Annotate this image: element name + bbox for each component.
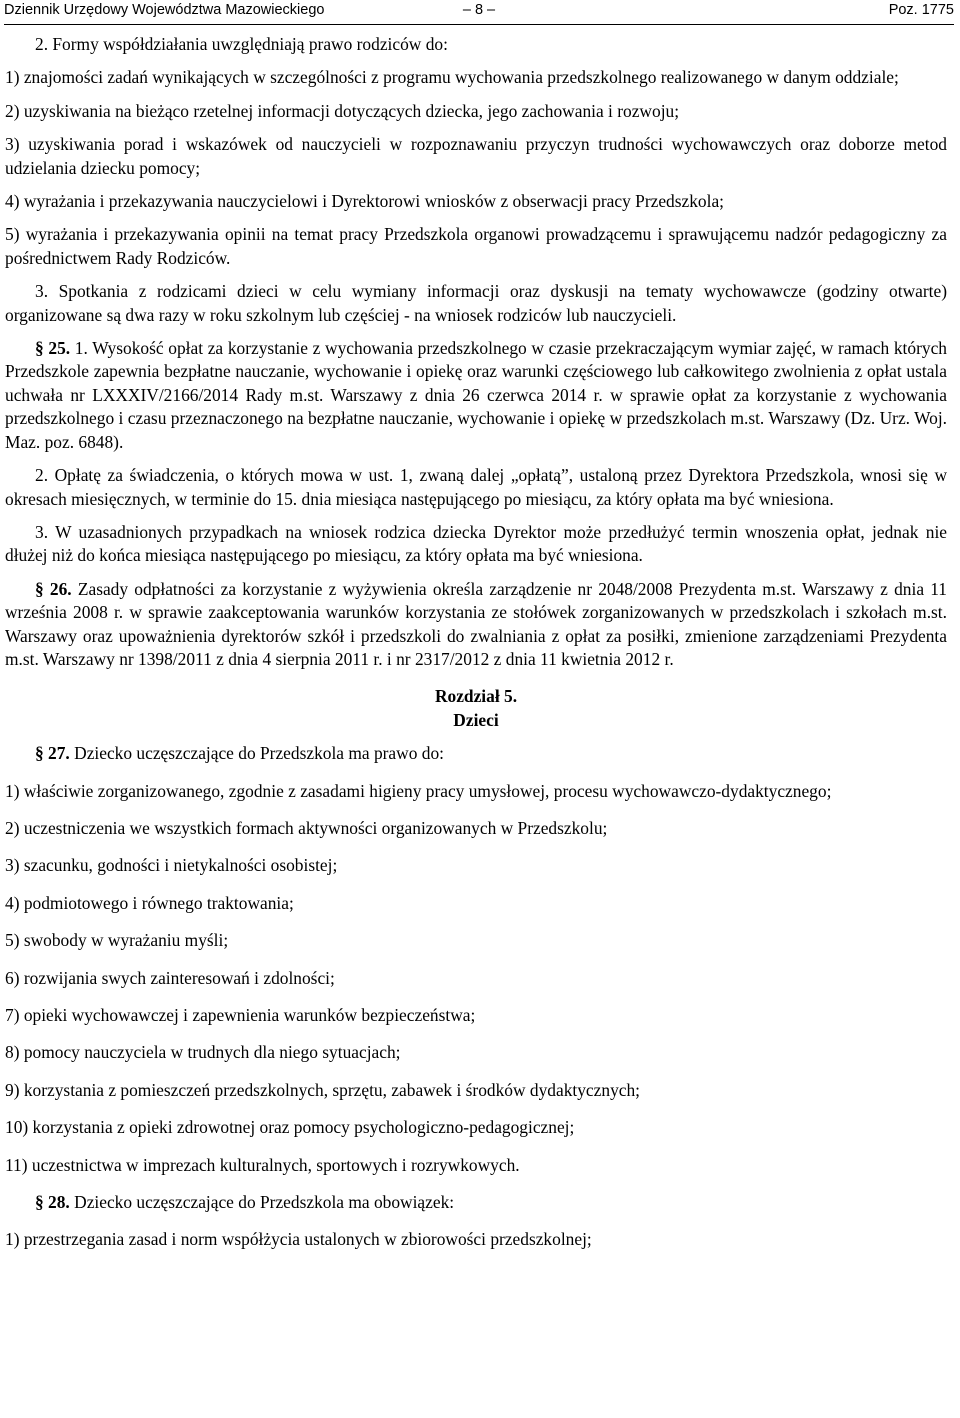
paragraph-3-extension: 3. W uzasadnionych przypadkach na wniosek rodzica dziecka Dyrektor może przedłużyć termin wnoszenia opłat, jednak nie dłużej niż do końca miesiąca następującego po miesiącu, za który opłata ma być wniesiona. bbox=[5, 521, 947, 566]
list-item: 1) znajomości zadań wynikających w szczególności z programu wychowania przedszkolnego realizowanego w danym oddziale; bbox=[5, 67, 899, 88]
list-item: 5) wyrażania i przekazywania opinii na temat pracy Przedszkola organowi prowadzącemu i sprawującemu nadzór pedagogiczny za pośrednictwem Rady Rodziców. bbox=[5, 224, 947, 268]
list-item: 3) szacunku, godności i nietykalności osobistej; bbox=[5, 855, 338, 876]
list-item: 9) korzystania z pomieszczeń przedszkolnych, sprzętu, zabawek i środków dydaktycznych; bbox=[5, 1079, 641, 1100]
duties-list bbox=[5, 1228, 947, 1251]
journal-title: Dziennik Urzędowy Województwa Mazowieckiego bbox=[4, 2, 325, 18]
paragraph-3-meetings: 3. Spotkania z rodzicami dzieci w celu wymiany informacji oraz dyskusji na tematy wychowawcze (godziny otwarte) organizowane są dwa razy w roku szkolnym lub częściej - na wniosek rodziców lub nauczycieli. bbox=[5, 281, 947, 325]
chapter-title: Dzieci bbox=[453, 709, 499, 730]
page-number: – 8 – bbox=[462, 2, 496, 18]
list-item: 7) opieki wychowawczej i zapewnienia warunków bezpieczeństwa; bbox=[5, 1005, 476, 1025]
rights-list bbox=[5, 780, 947, 1177]
section-28 bbox=[5, 1191, 947, 1214]
page-header bbox=[4, 0, 954, 25]
list-item: 4) wyrażania i przekazywania nauczycielowi i Dyrektorowi wniosków z obserwacji pracy Przedszkola; bbox=[5, 191, 725, 212]
list-item: 4) podmiotowego i równego traktowania; bbox=[5, 892, 294, 913]
section-26 bbox=[5, 578, 947, 672]
list-item: 2) uczestniczenia we wszystkich formach aktywności organizowanych w Przedszkolu; bbox=[5, 817, 608, 838]
section-number: § 25. bbox=[35, 338, 71, 359]
list-item: 2) uzyskiwania na bieżąco rzetelnej informacji dotyczących dziecka, jego zachowania i rozwoju; bbox=[5, 100, 680, 121]
document-body bbox=[5, 33, 947, 1252]
list-item: 6) rozwijania swych zainteresowań i zdolności; bbox=[5, 967, 335, 988]
section-text: 1. Wysokość opłat za korzystanie z wychowania przedszkolnego w czasie przekraczającym wymiar zajęć, w ramach których Przedszkole zapewnia bezpłatne nauczanie, wychowanie i opiekę oraz warunki częściowego lub całkowitego zwolnienia z opłat ustala uchwała nr LXXXIV/2166/2014 Rady m.st. Warszawy z dnia 26 czerwca 2014 r. w sprawie opłat za korzystanie z wychowania przedszkolnego i czasu przeznaczonego na bezpłatne nauczanie, wychowanie i opiekę w przedszkolach m.st. Warszawy (Dz. Urz. Woj. Maz. poz. 6848). bbox=[5, 338, 947, 452]
list-item: 11) uczestnictwa w imprezach kulturalnych, sportowych i rozrywkowych. bbox=[5, 1154, 520, 1175]
position-number: Poz. 1775 bbox=[888, 2, 954, 18]
list-item: 10) korzystania z opieki zdrowotnej oraz pomocy psychologiczno-pedagogicznej; bbox=[5, 1117, 575, 1138]
paragraph-2-fees: 2. Opłatę za świadczenia, o których mowa w ust. 1, zwaną dalej „opłatą”, ustaloną przez Dyrektora Przedszkola, wnosi się w okresach miesięcznych, w terminie do 15. dnia miesiąca następującego po miesiącu, za który opłata ma być wniesiona. bbox=[5, 465, 947, 509]
section-number: § 28. bbox=[35, 1192, 70, 1213]
section-number: § 26. bbox=[35, 578, 72, 599]
section-text: Zasady odpłatności za korzystanie z wyżywienia określa zarządzenie nr 2048/2008 Prezydenta m.st. Warszawy z dnia 11 września 2008 r. w sprawie zaakceptowania warunków korzystania ze stołówek zorganizowanych w przedszkolach i szkołach m.st. Warszawy oraz upoważnienia dyrektorów szkół i przedszkoli do zwalniania z opłat za posiłki, zmienione zarządzeniami Prezydenta m.st. Warszawy nr 1398/2011 z dnia 4 sierpnia 2011 r. i nr 2317/2012 z dnia 11 kwietnia 2012 r. bbox=[5, 578, 947, 669]
section-27 bbox=[5, 742, 947, 765]
list-item: 1) przestrzegania zasad i norm współżycia ustalonych w zbiorowości przedszkolnej; bbox=[5, 1229, 592, 1250]
list-item: 8) pomocy nauczyciela w trudnych dla niego sytuacjach; bbox=[5, 1042, 401, 1063]
paragraph-2-forms: 2. Formy współdziałania uwzględniają prawo rodziców do: bbox=[35, 34, 448, 54]
list-item: 5) swobody w wyrażaniu myśli; bbox=[5, 930, 229, 951]
list-item: 1) właściwie zorganizowanego, zgodnie z zasadami higieny pracy umysłowej, procesu wychowawczo-dydaktycznego; bbox=[5, 780, 832, 801]
chapter-number: Rozdział 5. bbox=[434, 686, 518, 707]
section-text: Dziecko uczęszczające do Przedszkola ma obowiązek: bbox=[69, 1192, 455, 1213]
section-25 bbox=[5, 337, 947, 454]
section-number: § 27. bbox=[35, 743, 70, 764]
list-item: 3) uzyskiwania porad i wskazówek od nauczycieli w rozpoznawaniu przyczyn trudności wychowawczych oraz doborze metod udzielania dziecku pomocy; bbox=[5, 134, 947, 178]
section-text: Dziecko uczęszczające do Przedszkola ma prawo do: bbox=[69, 743, 444, 764]
